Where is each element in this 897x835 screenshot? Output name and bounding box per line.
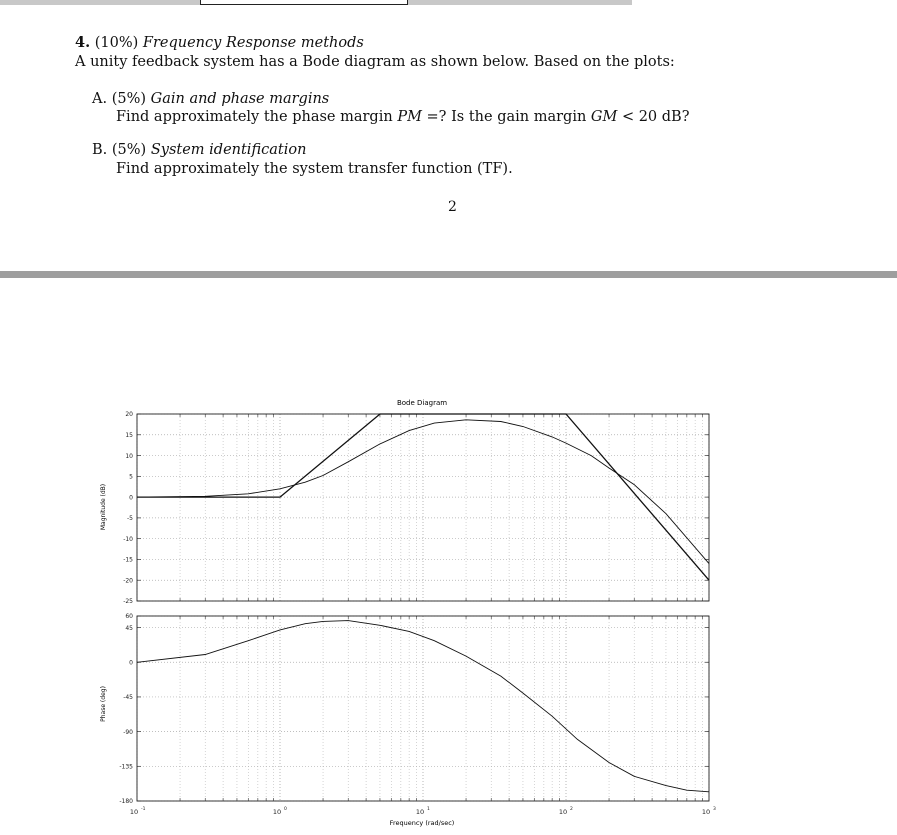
phase-y-tick-label: 0: [129, 659, 133, 667]
x-tick-exponent: 3: [713, 807, 716, 812]
phase-y-tick-label: 45: [125, 624, 133, 632]
phase-axis-label: Phase (deg): [100, 686, 107, 722]
magnitude-axis-label: Magnitude (dB): [100, 483, 107, 531]
phase-y-tick-label: -135: [119, 763, 133, 771]
mag-y-tick-label: 20: [125, 411, 133, 419]
x-tick-label: 10: [558, 808, 568, 816]
x-tick-label: 10: [129, 808, 139, 816]
mag-y-tick-label: -10: [123, 535, 133, 543]
part-b-label: B.: [92, 142, 108, 158]
part-a-text-2: =? Is the gain margin: [421, 109, 591, 125]
question-intro: A unity feedback system has a Bode diagram as shown below. Based on the plots:: [75, 54, 675, 70]
bode-diagram: [0, 390, 897, 835]
x-tick-label: 10: [415, 808, 425, 816]
chart-title: Bode Diagram: [396, 399, 448, 407]
x-tick-exponent: 2: [570, 807, 573, 812]
phase-y-tick-label: -45: [123, 694, 133, 702]
phase-y-tick-label: 60: [125, 613, 133, 621]
gm-symbol: GM: [590, 109, 618, 125]
mag-y-tick-label: 15: [125, 431, 133, 439]
x-axis-label: Frequency (rad/sec): [389, 819, 455, 827]
phase-panel: [119, 613, 716, 816]
mag-y-tick-label: -25: [123, 598, 133, 606]
phase-y-tick-label: -180: [119, 798, 133, 806]
mag-y-tick-label: 10: [125, 452, 133, 460]
magnitude-panel: [123, 411, 709, 605]
question-weight: (10%): [94, 35, 139, 51]
question-number: 4.: [75, 34, 91, 51]
part-a-title: Gain and phase margins: [150, 91, 330, 107]
phase-y-tick-label: -90: [123, 728, 133, 736]
part-a-text: [116, 108, 689, 126]
mag-y-tick-label: -5: [127, 515, 133, 523]
x-tick-label: 10: [272, 808, 282, 816]
part-a-label: A.: [92, 91, 108, 107]
part-a-heading: [92, 90, 329, 108]
page-top-box: [200, 0, 408, 5]
part-b-weight: (5%): [111, 142, 147, 158]
x-tick-exponent: 0: [284, 807, 287, 812]
part-b-text: Find approximately the system transfer function (TF).: [116, 161, 513, 177]
page-number: 2: [448, 199, 457, 215]
x-tick-exponent: 1: [427, 807, 430, 812]
question-title: Frequency Response methods: [142, 35, 364, 51]
part-a-text-1: Find approximately the phase margin: [116, 109, 398, 125]
part-a-weight: (5%): [111, 91, 147, 107]
pm-symbol: PM: [397, 109, 422, 125]
part-b-title: System identification: [150, 142, 307, 158]
mag-y-tick-label: 5: [129, 473, 133, 481]
mag-y-tick-label: -20: [123, 577, 133, 585]
question-heading: [75, 34, 364, 52]
part-a-text-3: < 20 dB?: [617, 109, 690, 125]
page-divider: [0, 271, 897, 278]
part-b-heading: [92, 141, 306, 159]
mag-y-tick-label: 0: [129, 494, 133, 502]
x-tick-exponent: -1: [141, 807, 146, 812]
mag-y-tick-label: -15: [123, 556, 133, 564]
x-tick-label: 10: [701, 808, 711, 816]
